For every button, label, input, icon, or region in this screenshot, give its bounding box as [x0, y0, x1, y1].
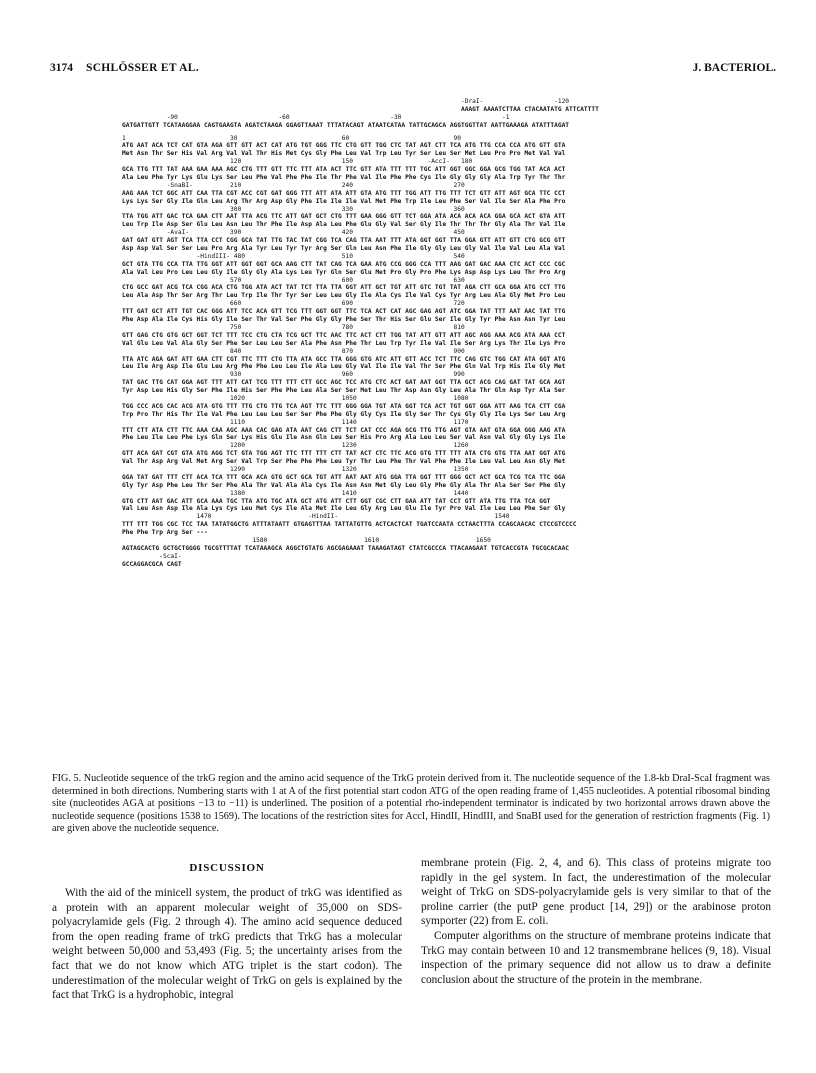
amino-acid-line: Leu Trp Ile Asp Ser Glu Leu Asn Leu Thr Phe Ile Asp Ala Leu Phe Glu Gly Val Ser Gly Ile Thr Thr Thr Gly Ala Thr Val Ile: [122, 221, 566, 229]
nucleotide-line: TTT GAT GCT ATT TGT CAC GGG ATT TCC ACA GTT TCG TTT GGT GGT TTC TCA ACT CAT AGC GAG AGT ATC GGA TAT TTT AAT AAC TAT TTG: [122, 308, 566, 316]
nucleotide-line: GCCAGGACGCA CAGT: [122, 560, 182, 568]
amino-acid-line: Trp Pro Thr His Thr Ile Val Phe Leu Leu Leu Ser Ser Phe Phe Gly Gly Cys Ile Gly Ser Thr Cys Gly Gly Ile Lys Ser Leu Arg: [122, 410, 566, 418]
sequence-position-line: -DraI- -120: [122, 98, 570, 105]
section-heading: DISCUSSION: [189, 862, 265, 874]
amino-acid-line: Lys Lys Ser Gly Ile Gln Leu Arg Thr Arg Asp Gly Phe Ile Ile Ile Val Met Phe Trp Ile Leu Phe Ser Val Ile Ser Ala Phe Pro: [122, 197, 566, 205]
nucleotide-line: TTT CTT ATA CTT TTC AAA CAA AGC AAA CAC GAG ATA AAT CAG CTT TCT CAT CCC AGA GCG TTG TTG AGT GTA AAT GTA GGA GGG AAG ATA: [122, 426, 566, 434]
sequence-position-line: -SnaBI- 210 240 270: [122, 181, 465, 189]
sequence-position-line: -AvaI- 390 420 450: [122, 229, 465, 237]
nucleotide-line: GTT ACA GAT CGT GTA ATG AGG TCT GTA TGG AGT TTC TTT TTT CTT TAT ACT CTC TTC ACG GTG TTT TTT ATA CTG GTG TTA AAT GGT ATG: [122, 450, 566, 458]
nucleotide-line: GTT GAG CTG GTG GCT GGT TCT TTT TCC CTG CTA TCG GCT TTC AAC TTC ACT CTT TGG TAT ATT GTT ATT AGC AGG AAA ACG ATA AAA CCT: [122, 331, 566, 339]
amino-acid-line: Phe Leu Ile Leu Phe Lys Gln Ser Lys His Glu Ile Asn Gln Leu Ser His Pro Arg Ala Leu Leu Ser Val Asn Val Gly Gly Lys Ile: [122, 434, 566, 442]
sequence-position-line: 1580 1610 1650: [122, 536, 491, 544]
nucleotide-line: TTA ATC AGA GAT ATT GAA CTT CGT TTC TTT CTG TTA ATA GCC TTA GGG GTG ATC ATT GTT ACC TCT TTC CAG GTC TGG CAT ATA GGT ATG: [122, 355, 566, 363]
nucleotide-line: GCA TTG TTT TAT AAA GAA AAA AGC CTG TTT GTT TTC TTT ATA ACT TTC GTT ATA TTT TTT TGC ATT GGT GGC GGA GCG TGG TAT ACA ACT: [122, 166, 566, 174]
amino-acid-line: Leu Ala Asp Thr Ser Arg Thr Leu Trp Ile Thr Tyr Ser Leu Leu Gly Ile Ala Cys Ile Val Cys Tyr Arg Leu Ala Gly Met Pro Leu: [122, 292, 566, 300]
figure-caption: FIG. 5. Nucleotide sequence of the trkG region and the amino acid sequence of the TrkG protein derived from it. The nucleotide sequence of the 1.8-kb DraI-ScaI fragment was determined in both directions. Numbering starts with 1 at A of the first potential start codon ATG of the open reading frame of 1,455 nucleotides. A potential ribosomal binding site (nucleotides AGA at positions −13 to −11) is underlined. The position of a potential rho-independent terminator is indicated by two horizontal arrows drawn above the nucleotide sequence (positions 1538 to 1569). The locations of the restriction sites for AccI, HindII, HindIII, and SnaBI used for the generation of restriction fragments (Fig. 1) are given above the nucleotide sequence.: [52, 773, 770, 835]
amino-acid-line: Ala Leu Phe Tyr Lys Glu Lys Ser Leu Phe Val Phe Phe Ile Thr Phe Val Ile Phe Phe Cys Ile Gly Gly Gly Ala Trp Tyr Thr Thr: [122, 174, 566, 182]
sequence-position-line: -ScaI-: [122, 552, 182, 560]
page-header: [50, 62, 776, 78]
amino-acid-line: Val Glu Leu Val Ala Gly Ser Phe Ser Leu Leu Ser Ala Phe Asn Phe Thr Leu Trp Tyr Ile Val Ile Ser Arg Lys Thr Ile Lys Pro: [122, 339, 566, 347]
nucleotide-line: GATGATTGTT TCATAAGGAA CAGTGAAGTA AGATCTAAGA GGAGTTAAAT TTTATACAGT ATAATCATAA TATTGCAGCA AGGTGGTTAT AATTGAAAGA ATATTTAGAT: [122, 121, 570, 129]
nucleotide-line: ATG AAT ACA TCT CAT GTA AGA GTT GTT ACT CAT ATG TGT GGG TTC CTG GTT TGG CTC TAT AGT CTT TCA ATG TTG CCA CCA ATG GTT GTA: [122, 142, 566, 150]
page-number: 3174: [50, 62, 73, 74]
sequence-position-line: 1380 1410 1440: [122, 489, 469, 497]
paragraph: membrane protein (Fig. 2, 4, and 6). This class of proteins migrate too rapidly in the gel system. In fact, the underestimation of the molecular weight of TrkG on SDS-polyacrylamide gels is very similar to that of the proline carrier (the putP gene product [14, 29]) or the arabinose proton symporter (22) from E. coli.: [421, 857, 771, 928]
nucleotide-line: TAT GAC TTG CAT GGA AGT TTT ATT CAT TCG TTT TTT CTT GCC AGC TCC ATG CTC ACT GAT AAT GGT TTA GCT ACG CAG GAT TAT GCA AGT: [122, 379, 566, 387]
nucleotide-line: TTA TGG ATT GAC TCA GAA CTT AAT TTA ACG TTC ATT GAT GCT CTG TTT GAA GGG GTT TCT GGA ATA ACA ACA ACA GGA GCA ACT GTA ATT: [122, 213, 566, 221]
sequence-position-line: 930 960 990: [122, 371, 465, 379]
running-authors: SCHLÖSSER ET AL.: [86, 62, 199, 74]
sequence-position-line: 660 690 720: [122, 300, 465, 308]
sequence-position-line: -HindIII- 480 510 540: [122, 252, 465, 260]
nucleotide-line: GGA TAT GAT TTT CTT ACA TCA TTT GCA ACA GTG GCT GCA TGT ATT AAT AAT ATG GGA TTA GGT TTT GGG GCT ACT GCA TCG TCA TTC GGA: [122, 473, 566, 481]
amino-acid-line: Val Leu Asn Asp Ile Ala Lys Cys Leu Met Cys Ile Ala Met Ile Leu Gly Arg Leu Glu Ile Tyr Pro Val Ile Leu Leu Phe Ser Gly: [122, 505, 566, 513]
nucleotide-line: AAAGT AAAATCTTAA CTACAATATG ATTCATTTT: [122, 105, 599, 113]
sequence-position-line: 1110 1140 1170: [122, 418, 469, 426]
sequence-position-line: 1470 -HindII- 1540: [122, 513, 510, 521]
nucleotide-line: AGTAGCACTG GCTGCTGGGG TGCGTTTTAT TCATAAAGCA AGGCTGTATG AGCGAGAAAT TAAAGATAGT CTATCGCCCA TTACAAGAAT TGTCACCGTA TGCGCACAAC: [122, 544, 570, 552]
nucleotide-line: AAG AAA TCT GGC ATT CAA TTA CGT ACC CGT GAT GGG TTT ATT ATA ATT GTA ATG TTT TGG ATT TTG TTT TCT GTT ATT AGT GCA TTC CCT: [122, 189, 566, 197]
amino-acid-line: Tyr Asp Leu His Gly Ser Phe Ile His Ser Phe Phe Leu Ala Ser Ser Met Leu Thr Asp Asn Gly Leu Ala Thr Gln Asp Tyr Ala Ser: [122, 387, 566, 395]
sequence-position-line: -90 -60 -30 -1: [122, 113, 510, 121]
amino-acid-line: Phe Phe Trp Arg Ser ---: [122, 529, 208, 537]
nucleotide-line: GAT GAT GTT AGT TCA TTA CCT CGG GCA TAT TTG TAC TAT CGG TCA CAG TTA AAT TTT ATA GGT GGT TTA GGA GTT ATT GTT CTG GCG GTT: [122, 237, 566, 245]
nucleotide-line: GTG CTT AAT GAC ATT GCA AAA TGC TTA ATG TGC ATA GCT ATG ATT CTT GGT CGC CTT GAA ATT TAT CCT GTT ATA TTG TTA TCA GGT: [122, 497, 551, 505]
sequence-position-line: 840 870 900: [122, 347, 465, 355]
amino-acid-line: Val Thr Asp Arg Val Met Arg Ser Val Trp Ser Phe Phe Phe Leu Tyr Thr Leu Phe Thr Val Phe Phe Ile Leu Val Leu Asn Gly Met: [122, 458, 566, 466]
sequence-position-line: 570 600 630: [122, 276, 465, 284]
paragraph: Computer algorithms on the structure of membrane proteins indicate that TrkG may contain between 10 and 12 transmembrane helices (9, 18). Visual inspection of the primary sequence did not allow us to draw a definite conclusion about the structure of the protein in the membrane.: [421, 929, 771, 986]
sequence-position-line: 1020 1050 1080: [122, 394, 469, 402]
nucleotide-line: TGG CCC ACG CAC ACG ATA GTG TTT TTG CTG TTG TCA AGT TTC TTT GGG GGA TGT ATA GGT TCA ACT TGT GGT GGA ATT AAG TCA CTT CGA: [122, 402, 566, 410]
amino-acid-line: Leu Ile Arg Asp Ile Glu Leu Arg Phe Phe Leu Leu Ile Ala Leu Gly Val Ile Ile Val Thr Ser Phe Gln Val Trp His Ile Gly Met: [122, 363, 566, 371]
sequence-position-line: 1 30 60 90: [122, 134, 461, 142]
sequence-position-line: 1290 1320 1350: [122, 465, 469, 473]
text-column-left: [52, 886, 402, 1003]
amino-acid-line: Asp Asp Val Ser Ser Leu Pro Arg Ala Tyr Leu Tyr Tyr Arg Ser Gln Leu Asn Phe Ile Gly Gly Leu Gly Val Ile Val Leu Ala Val: [122, 245, 566, 253]
nucleotide-sequence-figure: [122, 98, 772, 569]
amino-acid-line: Phe Asp Ala Ile Cys His Gly Ile Ser Thr Val Ser Phe Gly Gly Phe Ser Thr His Ser Glu Ser Ile Gly Tyr Phe Asn Asn Tyr Leu: [122, 316, 566, 324]
sequence-position-line: 1200 1230 1260: [122, 442, 469, 450]
text-column-right: [421, 856, 771, 987]
nucleotide-line: CTG GCC GAT ACG TCA CGG ACA CTG TGG ATA ACT TAT TCT TTA TTA GGT ATT GCT TGT ATT GTC TGT TAT AGA CTT GCA GGA ATG CCT TTG: [122, 284, 566, 292]
sequence-position-line: 750 780 810: [122, 323, 465, 331]
nucleotide-line: TTT TTT TGG CGC TCC TAA TATATGGCTG ATTTATAATT GTGAGTTTAA TATTATGTTG ACTCACTCAT TGATCCAATA CCTAACTTTA CCAGCAACAC CTCCGTCCCC: [122, 521, 577, 529]
paragraph: With the aid of the minicell system, the product of trkG was identified as a protein with an apparent molecular weight of 35,000 on SDS-polyacrylamide gels (Fig. 2 through 4). The amino acid sequence deduced from the open reading frame of trkG predicts that TrkG has a molecular weight between 50,000 and 53,493 (Fig. 5; the uncertainty arises from the fact that we do not know which ATG triplet is the start codon). The underestimation of the molecular weight of TrkG on gels is explained by the fact that TrkG is a hydrophobic, integral: [52, 887, 402, 1002]
nucleotide-line: GCT GTA TTG CCA TTA TTG GGT ATT GGT GGT GCA AAG CTT TAT CAG TCA GAA ATG CCG GGG CCA TTT AAG GAT GAC AAA CTC ACT CCC CGC: [122, 260, 566, 268]
amino-acid-line: Met Asn Thr Ser His Val Arg Val Val Thr His Met Cys Gly Phe Leu Val Trp Leu Tyr Ser Leu Ser Met Leu Pro Pro Met Val Val: [122, 150, 566, 158]
journal-name: J. BACTERIOL.: [692, 62, 776, 74]
amino-acid-line: Ala Val Leu Pro Leu Leu Gly Ile Gly Gly Ala Lys Leu Tyr Gln Ser Glu Met Pro Gly Pro Phe Lys Asp Asp Lys Leu Thr Pro Arg: [122, 268, 566, 276]
sequence-position-line: 300 330 360: [122, 205, 465, 213]
sequence-position-line: 120 150 -AccI- 180: [122, 158, 473, 166]
amino-acid-line: Gly Tyr Asp Phe Leu Thr Ser Phe Ala Thr Val Ala Ala Cys Ile Asn Asn Met Gly Leu Gly Phe Gly Ala Thr Ala Ser Ser Phe Gly: [122, 481, 566, 489]
